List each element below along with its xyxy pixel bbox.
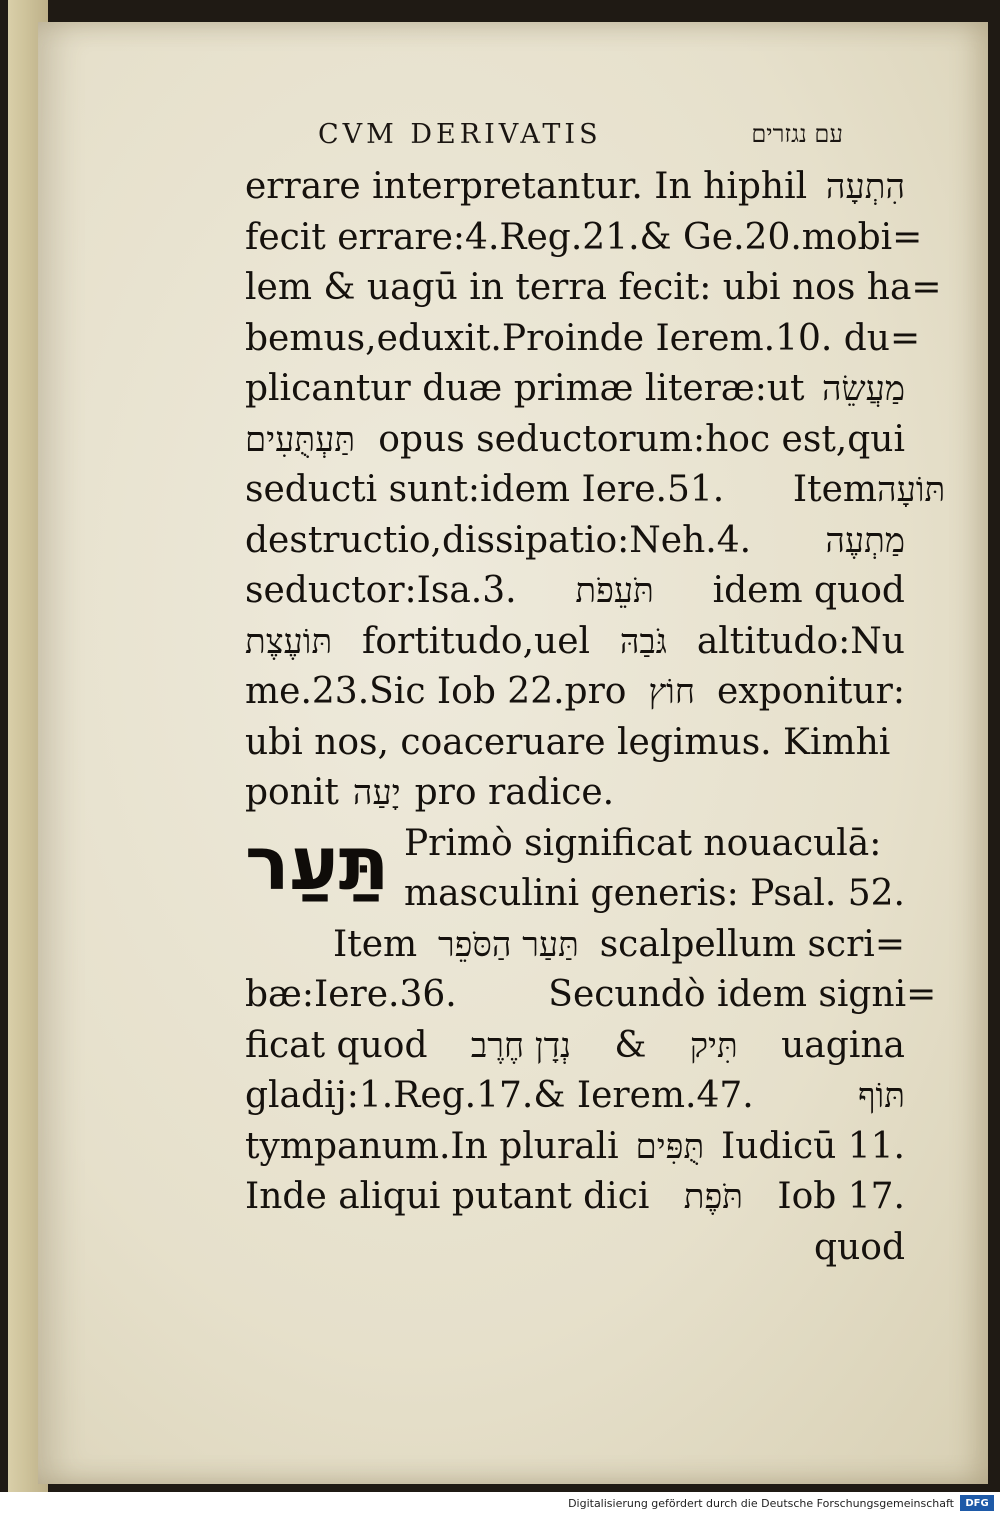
header-latin: CVM DERIVATIS: [318, 118, 602, 150]
text-line: ficat quod נְדָן חֶרֶב & תִּיק uagina: [245, 1024, 905, 1066]
footer-bar: [0, 1492, 1000, 1514]
entry-block: [245, 819, 905, 920]
catchword: quod: [814, 1226, 905, 1268]
text-line: seductor:Isa.3. תֹּעֵפֹת idem quod: [245, 570, 905, 611]
text-line: destructio,dissipatio:Neh.4. מַתְעֶה: [245, 519, 905, 561]
page-text: [245, 162, 946, 1273]
text-line: ponit יָעַה pro radice.: [245, 772, 615, 813]
footer-credit: Digitalisierung gefördert durch die Deutsche Forschungsgemeinschaft: [568, 1496, 954, 1510]
text-line: תַּעְתֻּעִים opus seductorum:hoc est,qui: [245, 418, 905, 460]
header-hebrew: עם נגזרים: [751, 119, 843, 148]
text-line: plicantur duæ primæ literæ:ut מַעֲשֵׂה: [245, 368, 905, 409]
text-line: lem & uagū in terra fecit: ubi nos ha=: [245, 267, 942, 308]
running-header: [318, 112, 843, 156]
text-line: tympanum.In plurali תֻּפִּים Iudicū 11.: [245, 1125, 905, 1167]
text-line: תּוֹעֶצֶת fortitudo,uel גֹּבַהּ altitudo:Nu: [245, 620, 905, 662]
text-line: fecit errare:4.Reg.21.& Ge.20.mobi=: [245, 216, 923, 258]
text-line: me.23.Sic Iob 22.pro חוֹץ exponitur:: [245, 671, 905, 712]
text-line: gladij:1.Reg.17.& Ierem.47. תּוֹף: [245, 1075, 905, 1116]
text-line: ubi nos, coaceruare legimus. Kimhi: [245, 721, 891, 763]
text-line: Item תַּעַר הַסֹּפֵר scalpellum scri=: [333, 923, 905, 965]
entry-line: Primò significat nouaculā:: [403, 822, 882, 864]
entry-line: masculini generis: Psal. 52.: [403, 873, 905, 914]
entry-headword: תַּעַר: [245, 820, 390, 907]
text-line: bemus,eduxit.Proinde Ierem.10. du=: [245, 317, 921, 359]
dfg-logo-icon: DFG: [960, 1495, 994, 1511]
text-line: Inde aliqui putant dici תֹּפֶת Iob 17.: [245, 1176, 905, 1217]
text-line: seducti sunt:idem Iere.51. Item תּוֹעָה: [245, 469, 946, 510]
text-line: bæ:Iere.36. Secundò idem signi=: [245, 974, 937, 1015]
text-line: errare interpretantur. In hiphil הִתְעָה: [245, 166, 905, 207]
